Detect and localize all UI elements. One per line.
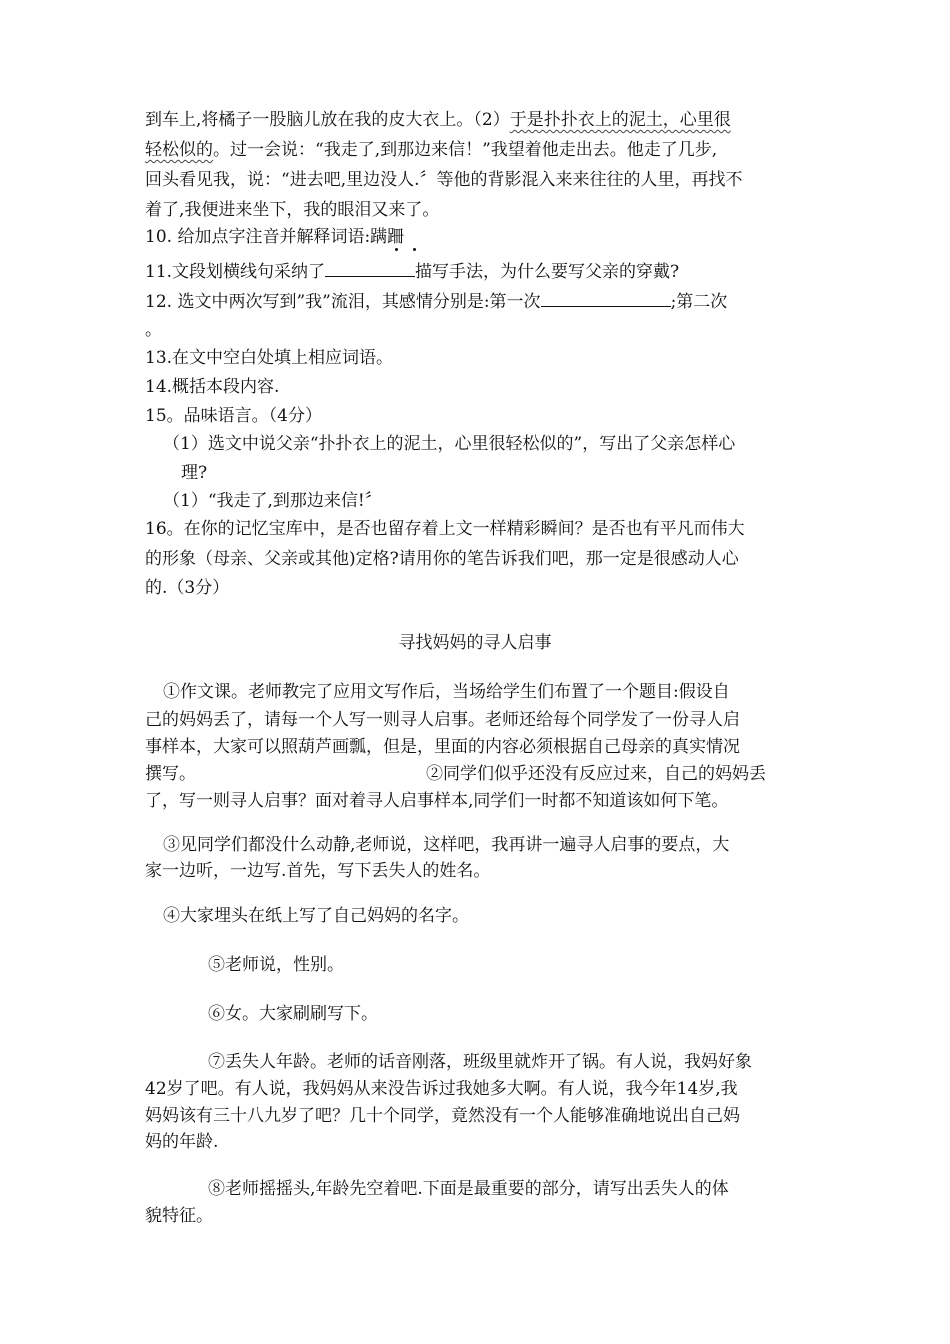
passage-line: 着了,我便进来坐下，我的眼泪又来了。: [145, 200, 440, 220]
question-12-end: 。: [145, 320, 162, 340]
underlined-sentence: 轻松似的: [145, 140, 213, 160]
article-para-3: ③见同学们都没什么动静,老师说，这样吧，我再讲一遍寻人启事的要点，大: [163, 835, 730, 855]
article-para-1-line: 撰写。: [145, 764, 196, 784]
article-para-3-line: 家一边听，一边写.首先，写下丢失人的姓名。: [145, 861, 491, 881]
question-15-2: （1）“我走了,到那边来信!〞: [163, 491, 382, 511]
passage-text: 到车上,将橘子一股脑儿放在我的皮大衣上。（2）: [145, 110, 510, 130]
passage-line: 回头看见我，说：“进去吧,里边没人.〞等他的背影混入来来往往的人里，再找不: [145, 170, 743, 190]
article-para-2: ②同学们似乎还没有反应过来，自己的妈妈丢: [426, 764, 766, 784]
question-16-end: 的.（3分）: [145, 578, 230, 598]
article-title: 寻找妈妈的寻人启事: [398, 633, 552, 653]
question-16: 16。在你的记忆宝库中，是否也留存着上文一样精彩瞬间？是否也有平凡而伟大: [145, 519, 745, 539]
article-para-4: ④大家埋头在纸上写了自己妈妈的名字。: [163, 906, 469, 926]
article-para-2-line: 了，写一则寻人启事？面对着寻人启事样本,同学们一时都不知道该如何下笔。: [145, 791, 729, 811]
article-para-8: ⑧老师摇摇头,年龄先空着吧.下面是最重要的部分，请写出丢失人的体: [208, 1179, 729, 1199]
article-para-1-line: 事样本，大家可以照葫芦画瓢，但是，里面的内容必须根据自己母亲的真实情况: [145, 737, 740, 757]
emphasis-dot: [395, 248, 398, 251]
question-12: [145, 289, 727, 314]
article-para-7-line: 妈妈该有三十八九岁了吧？几十个同学，竟然没有一个人能够准确地说出自己妈: [145, 1106, 740, 1126]
underlined-sentence: 于是扑扑衣上的泥土，心里很: [509, 110, 731, 130]
emphasis-dot: [413, 248, 416, 251]
question-11: [145, 259, 679, 284]
article-para-1-line: 己的妈妈丢了，请每一个人写一则寻人启事。老师还给每个同学发了一份寻人启: [145, 710, 740, 730]
question-text: ;第二次: [670, 292, 728, 312]
article-para-5: ⑤老师说，性别。: [208, 955, 344, 975]
question-16-cont: 的形象（母亲、父亲或其他)定格?请用你的笔告诉我们吧，那一定是很感动人心: [145, 549, 739, 569]
question-15: 15。品味语言。（4分）: [145, 406, 322, 426]
answer-blank[interactable]: [325, 259, 415, 277]
question-text: 12. 选文中两次写到”我”流泪，其感情分别是:第一次: [145, 292, 541, 312]
question-text: 描写手法，为什么要写父亲的穿戴?: [415, 262, 680, 282]
question-14: 14.概括本段内容.: [145, 377, 280, 397]
question-13: 13.在文中空白处填上相应词语。: [145, 348, 394, 368]
article-para-7-line: 妈的年龄.: [145, 1132, 219, 1152]
article-para-6: ⑥女。大家刷刷写下。: [208, 1004, 378, 1024]
passage-line: [145, 108, 731, 132]
article-para-8-line: 貌特征。: [145, 1206, 213, 1226]
passage-text: 。过一会说：“我走了,到那边来信！”我望着他走出去。他走了几步,: [213, 140, 718, 160]
answer-blank[interactable]: [541, 289, 671, 307]
question-15-1: （1）选文中说父亲“扑扑衣上的泥土，心里很轻松似的”，写出了父亲怎样心: [163, 434, 736, 454]
article-para-1: ①作文课。老师教完了应用文写作后，当场给学生们布置了一个题目:假设自: [163, 682, 730, 702]
question-text: 11.文段划横线句采纳了: [145, 262, 326, 282]
article-para-7: ⑦丢失人年龄。老师的话音刚落，班级里就炸开了锅。有人说，我妈好象: [208, 1052, 752, 1072]
article-para-7-line: 42岁了吧。有人说，我妈妈从来没告诉过我她多大啊。有人说，我今年14岁,我: [145, 1079, 738, 1099]
question-15-1-cont: 理?: [181, 463, 208, 483]
passage-line: [145, 138, 717, 162]
question-10: 10. 给加点字注音并解释词语:蹒跚: [145, 227, 405, 247]
